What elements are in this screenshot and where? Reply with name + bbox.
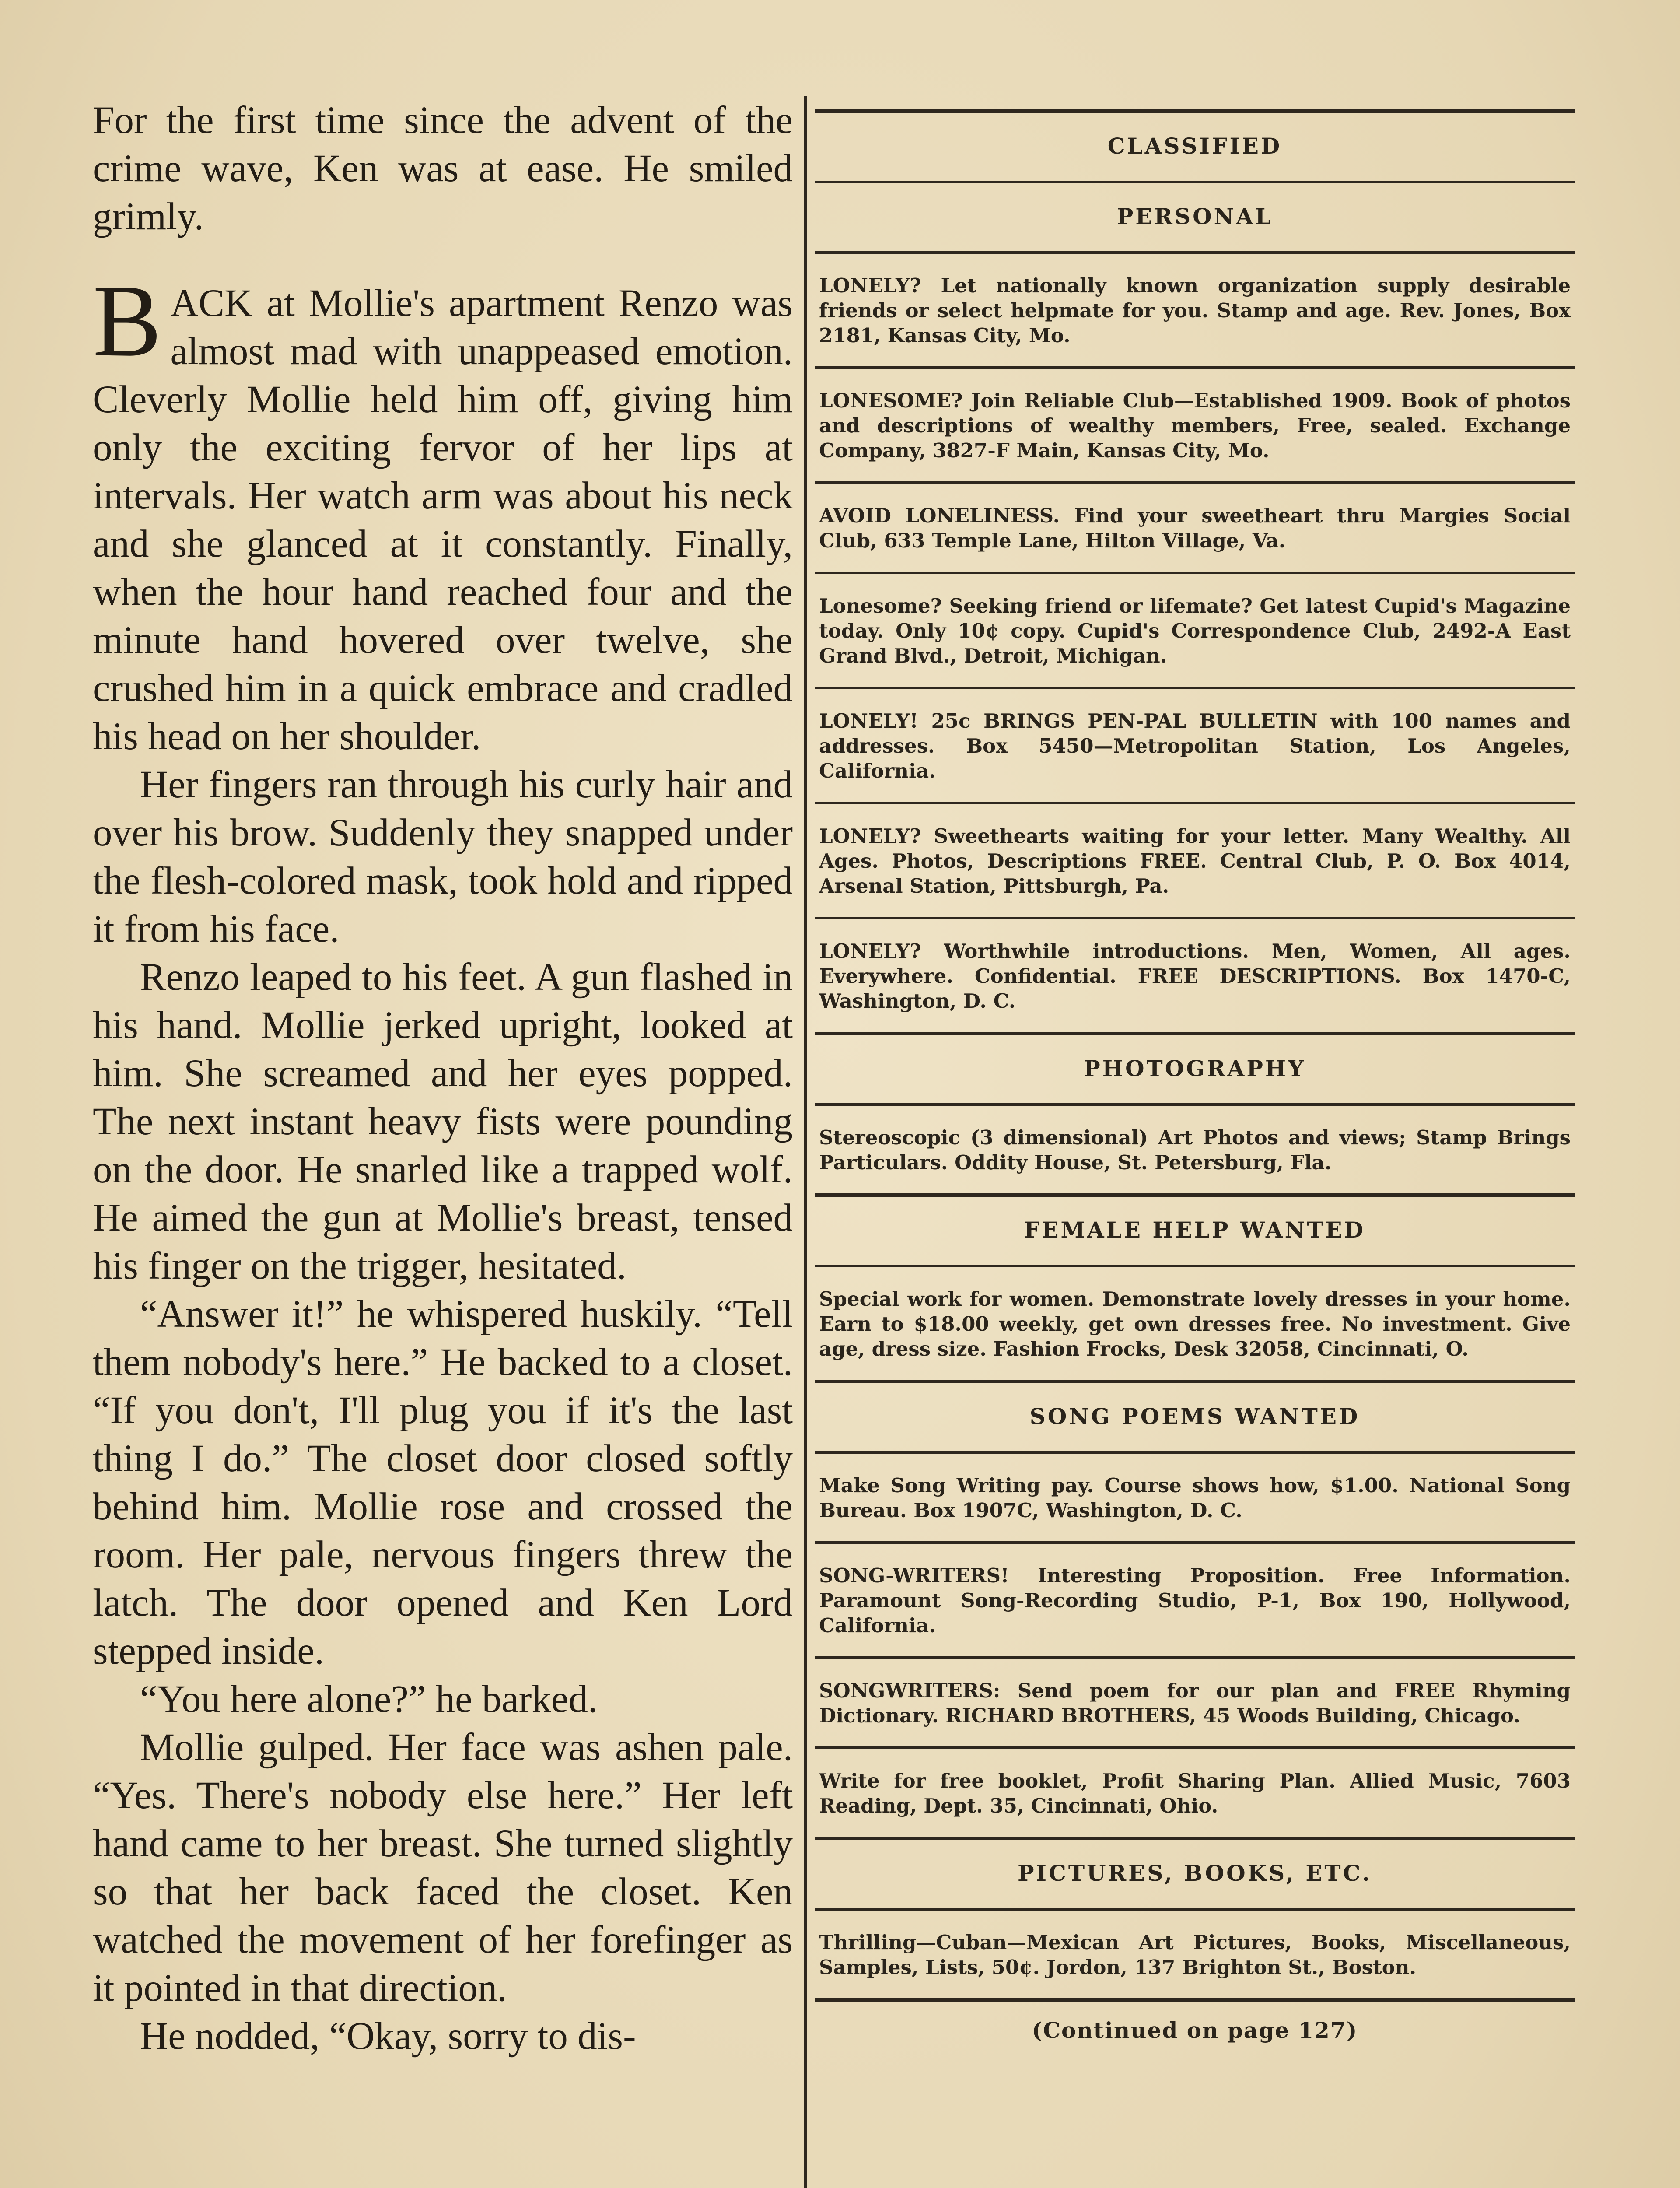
story-paragraph: He nodded, “Okay, sorry to dis- <box>140 2015 636 2058</box>
classified-ad: Make Song Writing pay. Course shows how, $1.00. National Song Bureau. Box 1907C, Washington, D. C. <box>819 1474 1571 1522</box>
story-paragraph: Renzo leaped to his feet. A gun flashed in his hand. Mollie jerked upright, looked at him. She screamed and her eyes popped. The next instant heavy fists were pounding on the door. He snarled like a trapped wolf. He aimed the gun at Mollie's breast, tensed his finger on the trigger, hesitated. <box>93 956 793 1287</box>
rule <box>815 1998 1575 2002</box>
story-paragraph-dropcap <box>93 264 793 761</box>
section-title-pictures-books: PICTURES, BOOKS, ETC. <box>1018 1860 1372 1886</box>
story-paragraph: “You here alone?” he barked. <box>140 1678 598 1721</box>
classified-ad: SONGWRITERS: Send poem for our plan and FREE Rhyming Dictionary. RICHARD BROTHERS, 45 Woods Building, Chicago. <box>819 1679 1571 1727</box>
classified-ad: LONELY! 25c BRINGS PEN-PAL BULLETIN with 100 names and addresses. Box 5450—Metropolitan Station, Los Angeles, California. <box>819 709 1571 782</box>
dropcap-rest: ACK at Mollie's apartment <box>170 282 605 325</box>
classified-column <box>815 109 1575 2043</box>
section-title-personal: PERSONAL <box>1116 203 1273 229</box>
column-divider <box>804 96 807 2188</box>
classified-ad: Stereoscopic (3 dimensional) Art Photos and views; Stamp Brings Particulars. Oddity House, St. Petersburg, Fla. <box>819 1126 1571 1174</box>
classified-ad: Thrilling—Cuban—Mexican Art Pictures, Books, Miscellaneous, Samples, Lists, 50¢. Jordon, 137 Brighton St., Boston. <box>819 1931 1571 1979</box>
classified-ad: LONELY? Worthwhile introductions. Men, Women, All ages. Everywhere. Confidential. FREE DESCRIPTIONS. Box 1470-C, Washington, D. C. <box>819 940 1571 1013</box>
classified-ad: SONG-WRITERS! Interesting Proposition. Free Information. Paramount Song-Recording Studio, P-1, Box 190, Hollywood, California. <box>819 1564 1571 1637</box>
drop-cap: B <box>93 264 162 378</box>
rule <box>815 1032 1575 1035</box>
story-column <box>93 96 793 2060</box>
classified-ad: LONESOME? Join Reliable Club—Established 1909. Book of photos and descriptions of wealthy members, Free, sealed. Exchange Company, 3827-F Main, Kansas City, Mo. <box>819 389 1571 462</box>
classified-header: CLASSIFIED <box>1107 133 1282 159</box>
rule <box>815 1837 1575 1840</box>
section-title-female-help: FEMALE HELP WANTED <box>1024 1217 1366 1243</box>
classified-ad: LONELY? Let nationally known organization supply desirable friends or select helpmate for you. Stamp and age. Rev. Jones, Box 2181, Kansas City, Mo. <box>819 274 1571 347</box>
story-paragraph: For the first time since the advent of the crime wave, Ken was at ease. He smiled grimly. <box>93 99 793 238</box>
section-title-song-poems: SONG POEMS WANTED <box>1029 1403 1360 1429</box>
classified-ad: Write for free booklet, Profit Sharing Plan. Allied Music, 7603 Reading, Dept. 35, Cincinnati, Ohio. <box>819 1769 1571 1817</box>
story-paragraph: “Answer it!” he whispered huskily. “Tell them nobody's here.” He backed to a closet. “If you don't, I'll plug you if it's the last thing I do.” The closet door closed softly behind him. Mollie rose and crossed the room. Her pale, nervous fingers threw the latch. The door opened and Ken Lord stepped inside. <box>93 1293 793 1673</box>
classified-ad: AVOID LONELINESS. Find your sweetheart thru Margies Social Club, 633 Temple Lane, Hilton Village, Va. <box>819 504 1571 552</box>
rule <box>815 1193 1575 1197</box>
rule <box>815 109 1575 113</box>
story-paragraph: Mollie gulped. Her face was ashen pale. “Yes. There's nobody else here.” Her left hand came to her breast. She turned slightly so that her back faced the closet. Ken watched the movement of her forefinger as it pointed in that direction. <box>93 1726 793 2009</box>
classified-ad: Special work for women. Demonstrate lovely dresses in your home. Earn to $18.00 weekly, get own dresses free. No investment. Give age, dress size. Fashion Frocks, Desk 32058, Cincinnati, O. <box>819 1287 1571 1360</box>
classified-ad: Lonesome? Seeking friend or lifemate? Get latest Cupid's Magazine today. Only 10¢ copy. Cupid's Correspondence Club, 2492-A East Grand Blvd., Detroit, Michigan. <box>819 594 1571 667</box>
story-paragraph-text: Renzo was almost mad with unappeased emotion. Cleverly Mollie held him off, giving him only the exciting fervor of her lips at intervals. Her watch arm was about his neck and she glanced at it constantly. Finally, when the hour hand reached four and the minute hand hovered over twelve, she crushed him in a quick embrace and cradled his head on her shoulder. <box>93 282 793 758</box>
continued-note: (Continued on page 127) <box>1032 2017 1358 2043</box>
story-paragraph: Her fingers ran through his curly hair and over his brow. Suddenly they snapped under the flesh-colored mask, took hold and ripped it from his face. <box>93 763 793 950</box>
section-title-photography: PHOTOGRAPHY <box>1084 1055 1306 1081</box>
classified-ad: LONELY? Sweethearts waiting for your letter. Many Wealthy. All Ages. Photos, Descriptions FREE. Central Club, P. O. Box 4014, Arsenal Station, Pittsburgh, Pa. <box>819 824 1571 898</box>
rule <box>815 1380 1575 1383</box>
